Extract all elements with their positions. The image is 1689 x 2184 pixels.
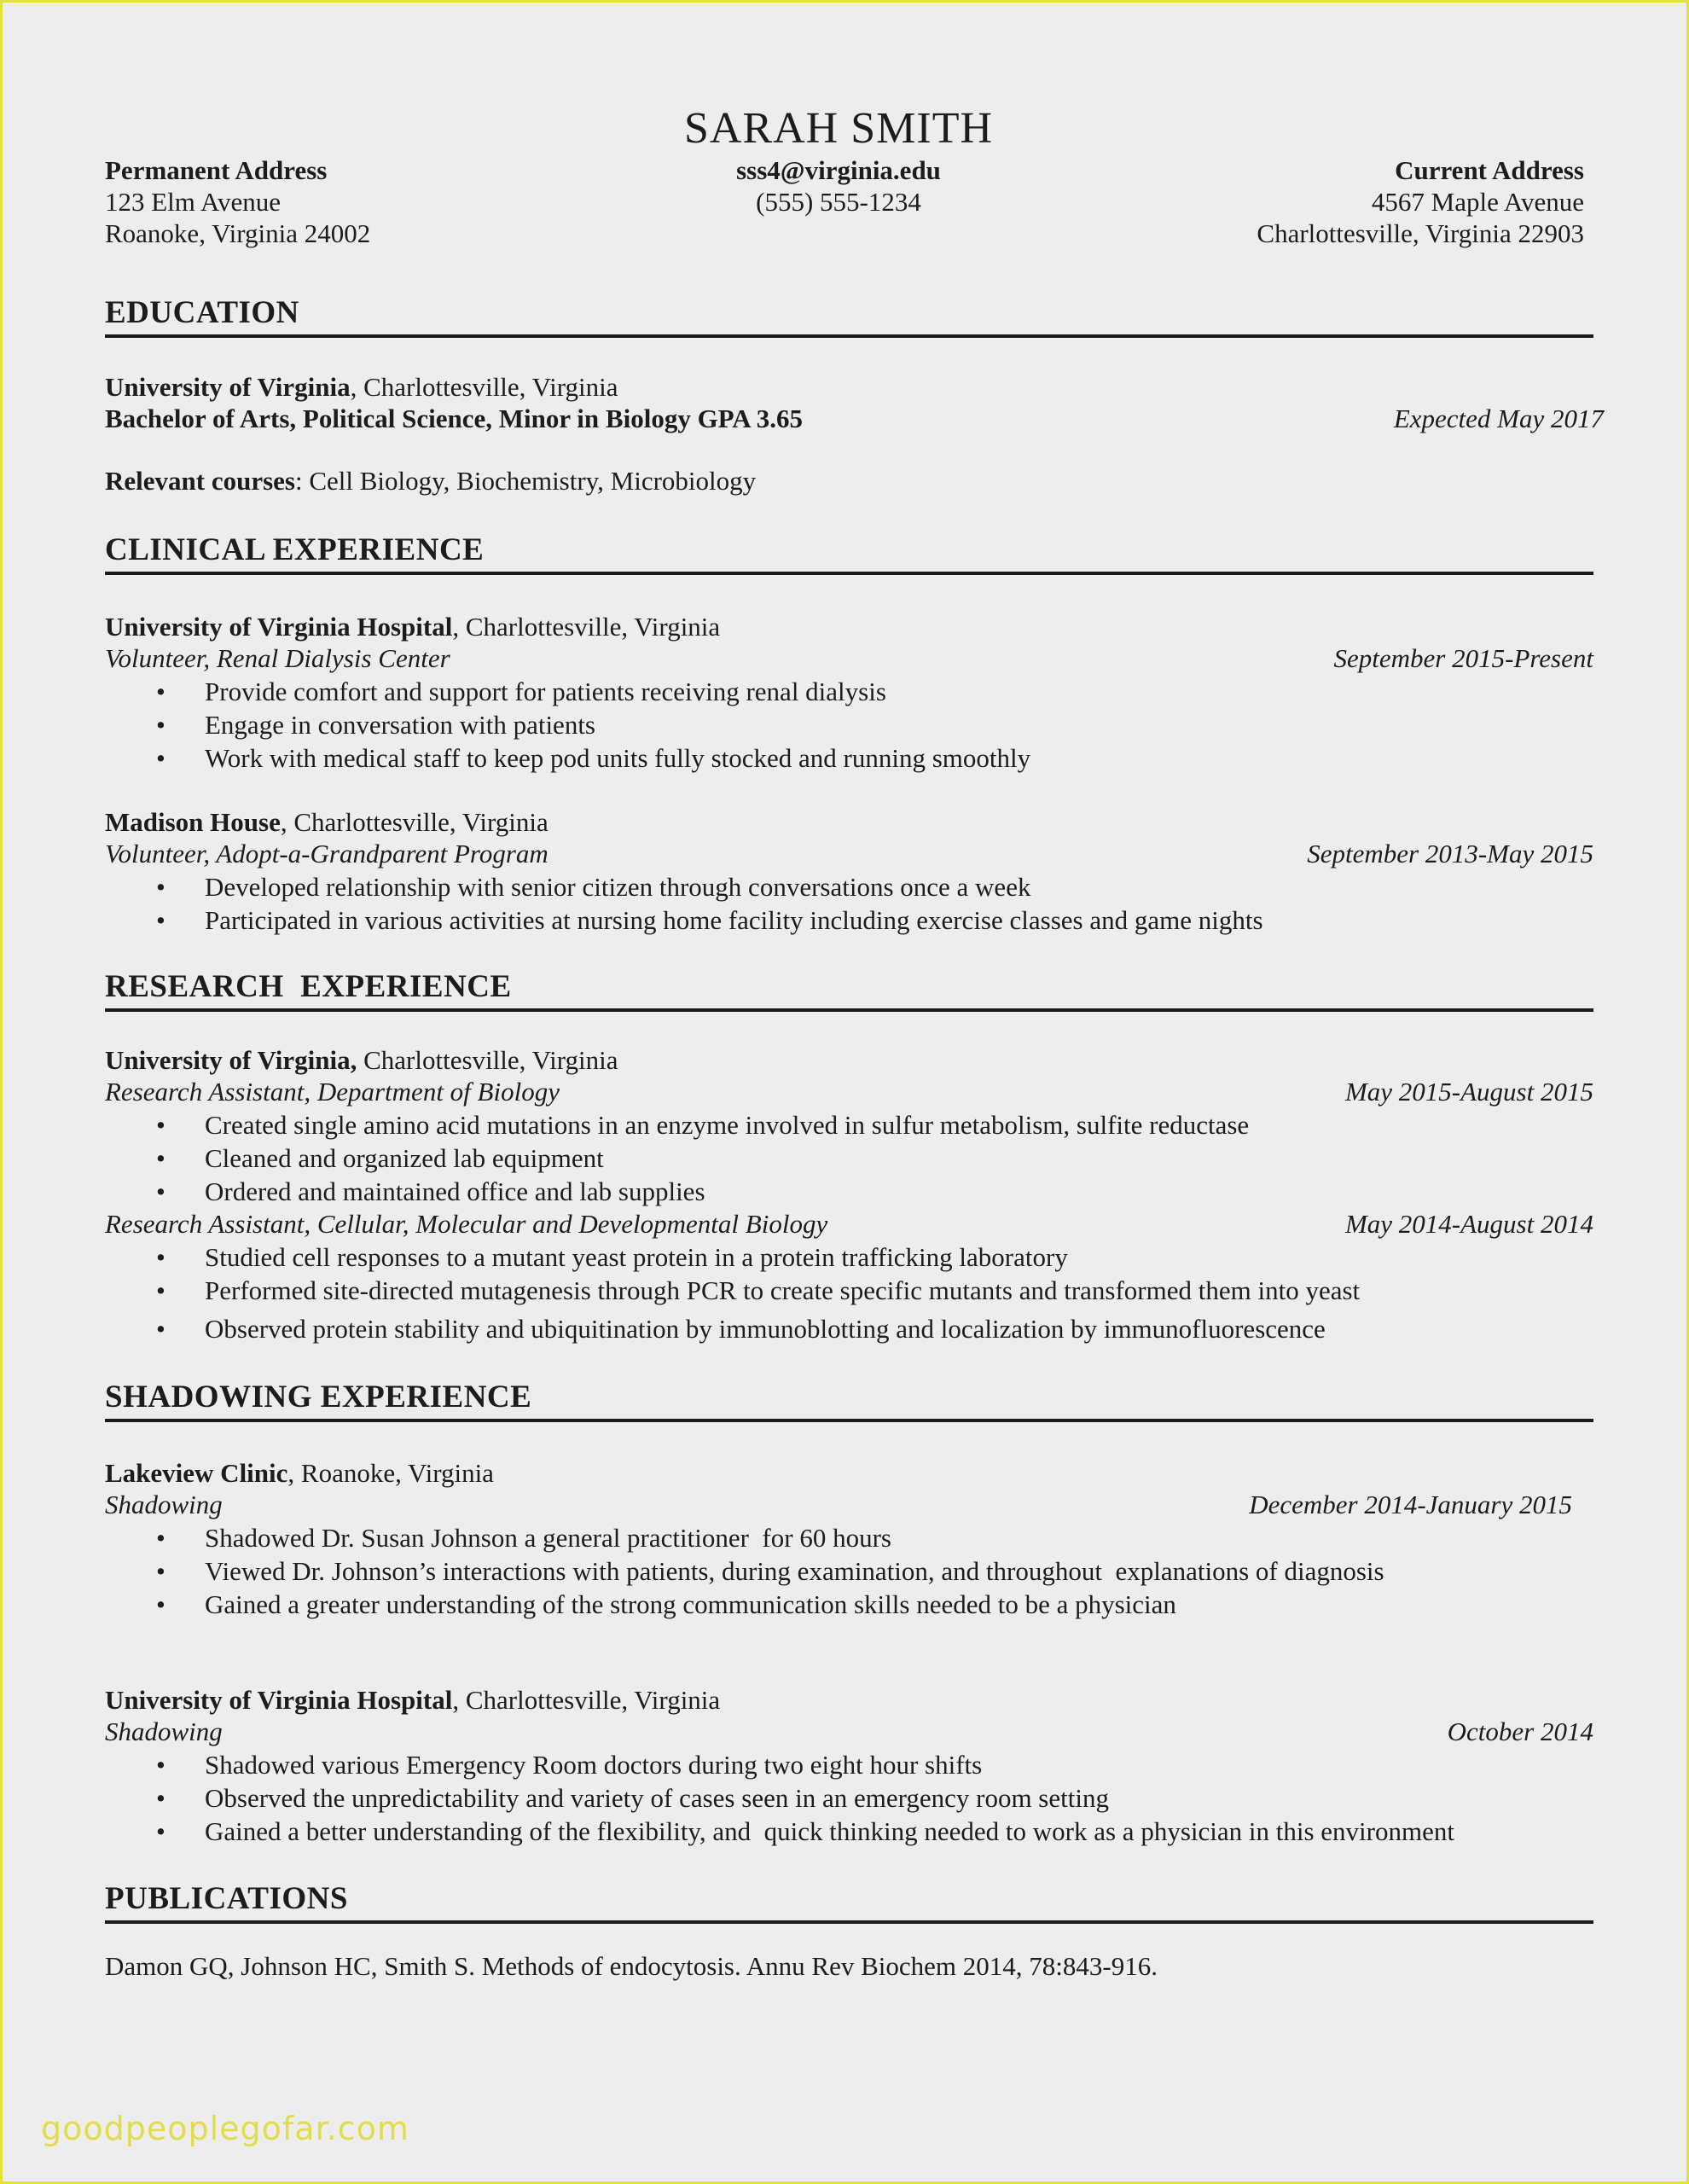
shadowing-role bbox=[105, 1716, 1593, 1747]
list-item-text: Ordered and maintained office and lab supplies bbox=[205, 1176, 705, 1206]
role-title: Research Assistant, Department of Biology bbox=[105, 1077, 560, 1107]
degree: Bachelor of Arts, Political Science, Minor in Biology GPA 3.65 bbox=[105, 404, 803, 433]
list-item-text: Shadowed Dr. Susan Johnson a general practitioner for 60 hours bbox=[205, 1523, 891, 1553]
current-address bbox=[1257, 154, 1584, 249]
list-item-text: Developed relationship with senior citizen through conversations once a week bbox=[205, 872, 1031, 902]
list-item bbox=[156, 1275, 1360, 1306]
bullet-icon: • bbox=[156, 1314, 165, 1344]
contact-info bbox=[625, 154, 1052, 218]
bullet-icon: • bbox=[156, 1176, 165, 1206]
bullet-icon: • bbox=[156, 743, 165, 773]
bullet-icon: • bbox=[156, 1750, 165, 1780]
role-title: Shadowing bbox=[105, 1716, 223, 1746]
list-item-text: Gained a better understanding of the flexibility, and quick thinking needed to work as a physician in this environment bbox=[205, 1816, 1454, 1846]
list-item bbox=[156, 742, 1030, 774]
school-location: , Charlottesville, Virginia bbox=[350, 372, 618, 402]
bullet-icon: • bbox=[156, 872, 165, 902]
list-item-text: Performed site-directed mutagenesis through PCR to create specific mutants and transformed them into yeast bbox=[205, 1275, 1361, 1305]
list-item-text: Engage in conversation with patients bbox=[205, 710, 595, 740]
education-date: Expected May 2017 bbox=[1393, 404, 1604, 433]
role-date: December 2014-January 2015 bbox=[1249, 1490, 1572, 1519]
bullet-icon: • bbox=[156, 1143, 165, 1173]
list-item-text: Observed the unpredictability and variety of cases seen in an emergency room setting bbox=[205, 1783, 1109, 1813]
role-date: September 2013-May 2015 bbox=[1307, 839, 1593, 868]
list-item-text: Studied cell responses to a mutant yeast protein in a protein trafficking laboratory bbox=[205, 1242, 1068, 1272]
bullet-icon: • bbox=[156, 677, 165, 706]
list-item bbox=[156, 1815, 1454, 1847]
list-item bbox=[156, 709, 595, 741]
list-item bbox=[156, 1241, 1068, 1273]
clinical-org bbox=[105, 611, 1593, 642]
school-name: University of Virginia bbox=[105, 372, 351, 402]
permanent-address-label: Permanent Address bbox=[105, 155, 328, 185]
shadowing-heading: SHADOWING EXPERIENCE bbox=[105, 1379, 1593, 1422]
publication-entry: Damon GQ, Johnson HC, Smith S. Methods of endocytosis. Annu Rev Biochem 2014, 78:843-916. bbox=[105, 1951, 1158, 1981]
role-date: May 2015-August 2015 bbox=[1344, 1077, 1593, 1107]
role-title: Volunteer, Renal Dialysis Center bbox=[105, 643, 450, 673]
list-item bbox=[156, 1109, 1249, 1141]
bullet-icon: • bbox=[156, 1275, 165, 1305]
org-name: Lakeview Clinic bbox=[105, 1458, 288, 1488]
courses-label: Relevant courses bbox=[105, 466, 295, 496]
permanent-address-line1: 123 Elm Avenue bbox=[105, 187, 282, 217]
bullet-icon: • bbox=[156, 1589, 165, 1619]
bullet-icon: • bbox=[156, 710, 165, 740]
bullet-icon: • bbox=[156, 1556, 165, 1586]
relevant-courses bbox=[105, 465, 1593, 497]
bullet-icon: • bbox=[156, 1816, 165, 1846]
list-item-text: Viewed Dr. Johnson’s interactions with patients, during examination, and throughout explanations of diagnosis bbox=[205, 1556, 1384, 1586]
org-name: Madison House bbox=[105, 807, 281, 837]
list-item bbox=[156, 1142, 604, 1174]
permanent-address-line2: Roanoke, Virginia 24002 bbox=[105, 218, 371, 248]
org-location: Charlottesville, Virginia bbox=[357, 1045, 618, 1075]
research-role bbox=[105, 1076, 1593, 1107]
role-title: Research Assistant, Cellular, Molecular and Developmental Biology bbox=[105, 1209, 828, 1239]
role-title: Volunteer, Adopt-a-Grandparent Program bbox=[105, 839, 548, 868]
current-address-line2: Charlottesville, Virginia 22903 bbox=[1257, 218, 1584, 248]
phone: (555) 555-1234 bbox=[756, 187, 921, 217]
shadowing-org bbox=[105, 1457, 1593, 1489]
education-school bbox=[105, 371, 1593, 403]
list-item-text: Work with medical staff to keep pod units fully stocked and running smoothly bbox=[205, 743, 1031, 773]
clinical-role bbox=[105, 838, 1593, 869]
list-item bbox=[156, 1589, 1176, 1620]
research-org bbox=[105, 1044, 1593, 1076]
list-item bbox=[156, 1522, 891, 1554]
list-item bbox=[156, 1555, 1384, 1587]
list-item bbox=[156, 676, 886, 707]
bullet-icon: • bbox=[156, 1110, 165, 1140]
org-location: , Roanoke, Virginia bbox=[287, 1458, 494, 1488]
clinical-heading: CLINICAL EXPERIENCE bbox=[105, 531, 1593, 575]
list-item-text: Participated in various activities at nursing home facility including exercise classes and game nights bbox=[205, 905, 1263, 935]
current-address-line1: 4567 Maple Avenue bbox=[1371, 187, 1584, 217]
list-item bbox=[156, 904, 1263, 936]
list-item bbox=[156, 1313, 1326, 1345]
clinical-role bbox=[105, 642, 1593, 674]
org-location: , Charlottesville, Virginia bbox=[452, 612, 721, 642]
list-item bbox=[156, 1749, 982, 1780]
research-role bbox=[105, 1208, 1593, 1240]
education-heading: EDUCATION bbox=[105, 294, 1593, 338]
courses-list: : Cell Biology, Biochemistry, Microbiology bbox=[294, 466, 757, 496]
list-item-text: Provide comfort and support for patients receiving renal dialysis bbox=[205, 677, 886, 706]
role-date: September 2015-Present bbox=[1333, 643, 1593, 673]
org-name: University of Virginia Hospital bbox=[105, 1685, 453, 1715]
publications-heading: PUBLICATIONS bbox=[105, 1880, 1593, 1924]
list-item bbox=[156, 1176, 705, 1207]
clinical-org bbox=[105, 806, 1593, 838]
org-name: University of Virginia Hospital bbox=[105, 612, 453, 642]
list-item-text: Created single amino acid mutations in an enzyme involved in sulfur metabolism, sulfite reductase bbox=[205, 1110, 1250, 1140]
applicant-name: SARAH SMITH bbox=[683, 104, 994, 153]
bullet-icon: • bbox=[156, 1523, 165, 1553]
education-degree bbox=[105, 403, 1604, 434]
research-heading: RESEARCH EXPERIENCE bbox=[105, 968, 1593, 1012]
email: sss4@virginia.edu bbox=[736, 155, 941, 185]
shadowing-role bbox=[105, 1489, 1593, 1520]
permanent-address bbox=[105, 154, 370, 249]
list-item bbox=[156, 1782, 1109, 1814]
role-date: May 2014-August 2014 bbox=[1344, 1209, 1593, 1239]
bullet-icon: • bbox=[156, 1783, 165, 1813]
org-location: , Charlottesville, Virginia bbox=[280, 807, 548, 837]
list-item bbox=[156, 871, 1030, 903]
current-address-label: Current Address bbox=[1395, 155, 1584, 185]
list-item-text: Gained a greater understanding of the strong communication skills needed to be a physician bbox=[205, 1589, 1176, 1619]
list-item-text: Observed protein stability and ubiquitination by immunoblotting and localization by immunofluorescence bbox=[205, 1314, 1326, 1344]
org-location: , Charlottesville, Virginia bbox=[452, 1685, 721, 1715]
bullet-icon: • bbox=[156, 905, 165, 935]
shadowing-org bbox=[105, 1684, 1593, 1716]
role-title: Shadowing bbox=[105, 1490, 223, 1519]
org-name: University of Virginia, bbox=[105, 1045, 357, 1075]
list-item-text: Cleaned and organized lab equipment bbox=[205, 1143, 604, 1173]
role-date: October 2014 bbox=[1447, 1716, 1593, 1746]
watermark: goodpeoplegofar.com bbox=[41, 2110, 409, 2147]
bullet-icon: • bbox=[156, 1242, 165, 1272]
list-item-text: Shadowed various Emergency Room doctors during two eight hour shifts bbox=[205, 1750, 983, 1780]
